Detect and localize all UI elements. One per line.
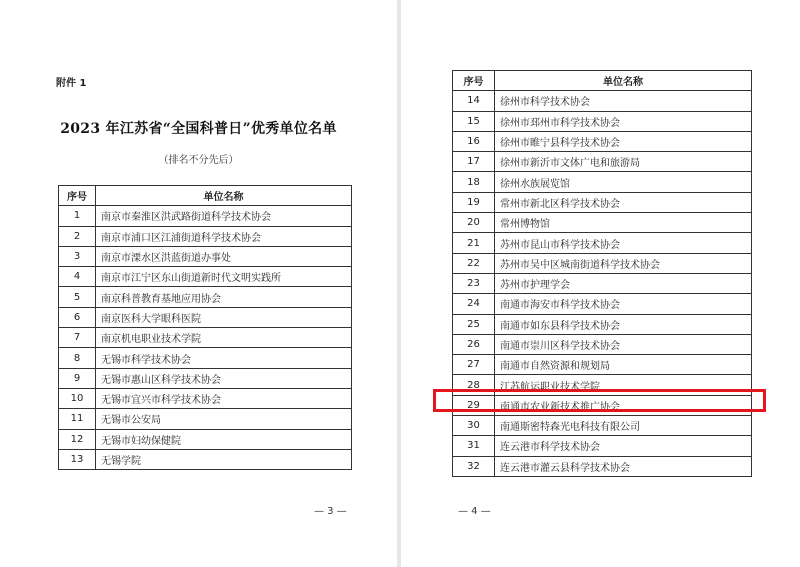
units-table-right xyxy=(452,70,752,477)
row-num: 21 xyxy=(453,233,495,253)
table-row xyxy=(59,348,352,368)
row-num: 7 xyxy=(59,328,96,348)
header-name: 单位名称 xyxy=(96,186,352,206)
row-num: 20 xyxy=(453,213,495,233)
row-name: 苏州市吴中区城南街道科学技术协会 xyxy=(495,253,752,273)
row-num: 3 xyxy=(59,246,96,266)
row-num: 16 xyxy=(453,131,495,151)
page-number-3: — 3 — xyxy=(314,506,347,517)
table-row xyxy=(453,131,752,151)
table-row xyxy=(59,246,352,266)
table-row xyxy=(453,152,752,172)
table-row xyxy=(453,294,752,314)
row-num: 32 xyxy=(453,456,495,476)
row-num: 26 xyxy=(453,334,495,354)
row-name: 无锡市宜兴市科学技术协会 xyxy=(96,388,352,408)
table-row xyxy=(453,436,752,456)
attachment-label: 附件 1 xyxy=(56,78,87,89)
table-row xyxy=(453,273,752,293)
row-name: 无锡市妇幼保健院 xyxy=(96,429,352,449)
row-num: 18 xyxy=(453,172,495,192)
header-name: 单位名称 xyxy=(495,71,752,91)
row-num: 29 xyxy=(453,395,495,415)
table-row xyxy=(453,233,752,253)
row-name: 常州市新北区科学技术协会 xyxy=(495,192,752,212)
row-name: 南京市江宁区东山街道新时代文明实践所 xyxy=(96,267,352,287)
page-number-4: — 4 — xyxy=(458,506,491,517)
row-name: 无锡市公安局 xyxy=(96,409,352,429)
table-header-row xyxy=(453,71,752,91)
table-row xyxy=(453,253,752,273)
row-name: 无锡市科学技术协会 xyxy=(96,348,352,368)
row-num: 6 xyxy=(59,307,96,327)
row-name: 苏州市昆山市科学技术协会 xyxy=(495,233,752,253)
row-num: 11 xyxy=(59,409,96,429)
row-name: 徐州市睢宁县科学技术协会 xyxy=(495,131,752,151)
row-name: 连云港市灌云县科学技术协会 xyxy=(495,456,752,476)
row-num: 12 xyxy=(59,429,96,449)
row-num: 27 xyxy=(453,355,495,375)
header-num: 序号 xyxy=(453,71,495,91)
row-name: 南京市浦口区江浦街道科学技术协会 xyxy=(96,226,352,246)
table-row xyxy=(453,334,752,354)
table-row xyxy=(59,429,352,449)
row-name: 南通斯密特森光电科技有限公司 xyxy=(495,416,752,436)
table-row xyxy=(453,111,752,131)
row-name: 常州博物馆 xyxy=(495,213,752,233)
row-num: 30 xyxy=(453,416,495,436)
document-subtitle: （排名不分先后） xyxy=(158,155,239,166)
table-row xyxy=(453,192,752,212)
table-row xyxy=(453,416,752,436)
table-row xyxy=(59,267,352,287)
row-name: 南京市溧水区洪蓝街道办事处 xyxy=(96,246,352,266)
row-name: 南京科普教育基地应用协会 xyxy=(96,287,352,307)
row-name: 南通市如东县科学技术协会 xyxy=(495,314,752,334)
row-num: 19 xyxy=(453,192,495,212)
table-header-row xyxy=(59,186,352,206)
row-num: 25 xyxy=(453,314,495,334)
row-num: 24 xyxy=(453,294,495,314)
table-row xyxy=(453,91,752,111)
row-name: 南京市秦淮区洪武路街道科学技术协会 xyxy=(96,206,352,226)
row-num: 10 xyxy=(59,388,96,408)
page-3 xyxy=(0,0,397,567)
row-num: 9 xyxy=(59,368,96,388)
row-num: 4 xyxy=(59,267,96,287)
table-row xyxy=(59,449,352,469)
table-row xyxy=(59,328,352,348)
table-row xyxy=(453,456,752,476)
row-name: 无锡学院 xyxy=(96,449,352,469)
row-name: 江苏航运职业技术学院 xyxy=(495,375,752,395)
table-row xyxy=(59,287,352,307)
row-name: 无锡市惠山区科学技术协会 xyxy=(96,368,352,388)
row-num: 5 xyxy=(59,287,96,307)
table-row xyxy=(59,388,352,408)
row-name: 南通市自然资源和规划局 xyxy=(495,355,752,375)
row-name: 南京机电职业技术学院 xyxy=(96,328,352,348)
row-num: 15 xyxy=(453,111,495,131)
row-name: 徐州市新沂市文体广电和旅游局 xyxy=(495,152,752,172)
table-row xyxy=(453,355,752,375)
units-table-left xyxy=(58,185,352,470)
row-name: 徐州水族展览馆 xyxy=(495,172,752,192)
header-num: 序号 xyxy=(59,186,96,206)
row-num: 31 xyxy=(453,436,495,456)
row-num: 17 xyxy=(453,152,495,172)
table-row xyxy=(453,314,752,334)
document-title: 2023 年江苏省“全国科普日”优秀单位名单 xyxy=(60,121,337,137)
row-num: 14 xyxy=(453,91,495,111)
table-row xyxy=(453,213,752,233)
table-row xyxy=(59,206,352,226)
table-row xyxy=(59,307,352,327)
row-name: 连云港市科学技术协会 xyxy=(495,436,752,456)
row-name: 南通市海安市科学技术协会 xyxy=(495,294,752,314)
table-row xyxy=(59,409,352,429)
row-num: 28 xyxy=(453,375,495,395)
row-name: 南通市农业新技术推广协会 xyxy=(495,395,752,415)
row-num: 8 xyxy=(59,348,96,368)
row-num: 22 xyxy=(453,253,495,273)
table-row xyxy=(453,172,752,192)
row-num: 13 xyxy=(59,449,96,469)
table-row xyxy=(59,368,352,388)
table-row xyxy=(59,226,352,246)
row-name: 苏州市护理学会 xyxy=(495,273,752,293)
row-name: 徐州市科学技术协会 xyxy=(495,91,752,111)
highlight-box xyxy=(433,389,766,412)
row-num: 1 xyxy=(59,206,96,226)
row-name: 徐州市邳州市科学技术协会 xyxy=(495,111,752,131)
row-num: 2 xyxy=(59,226,96,246)
row-name: 南通市崇川区科学技术协会 xyxy=(495,334,752,354)
row-num: 23 xyxy=(453,273,495,293)
row-name: 南京医科大学眼科医院 xyxy=(96,307,352,327)
